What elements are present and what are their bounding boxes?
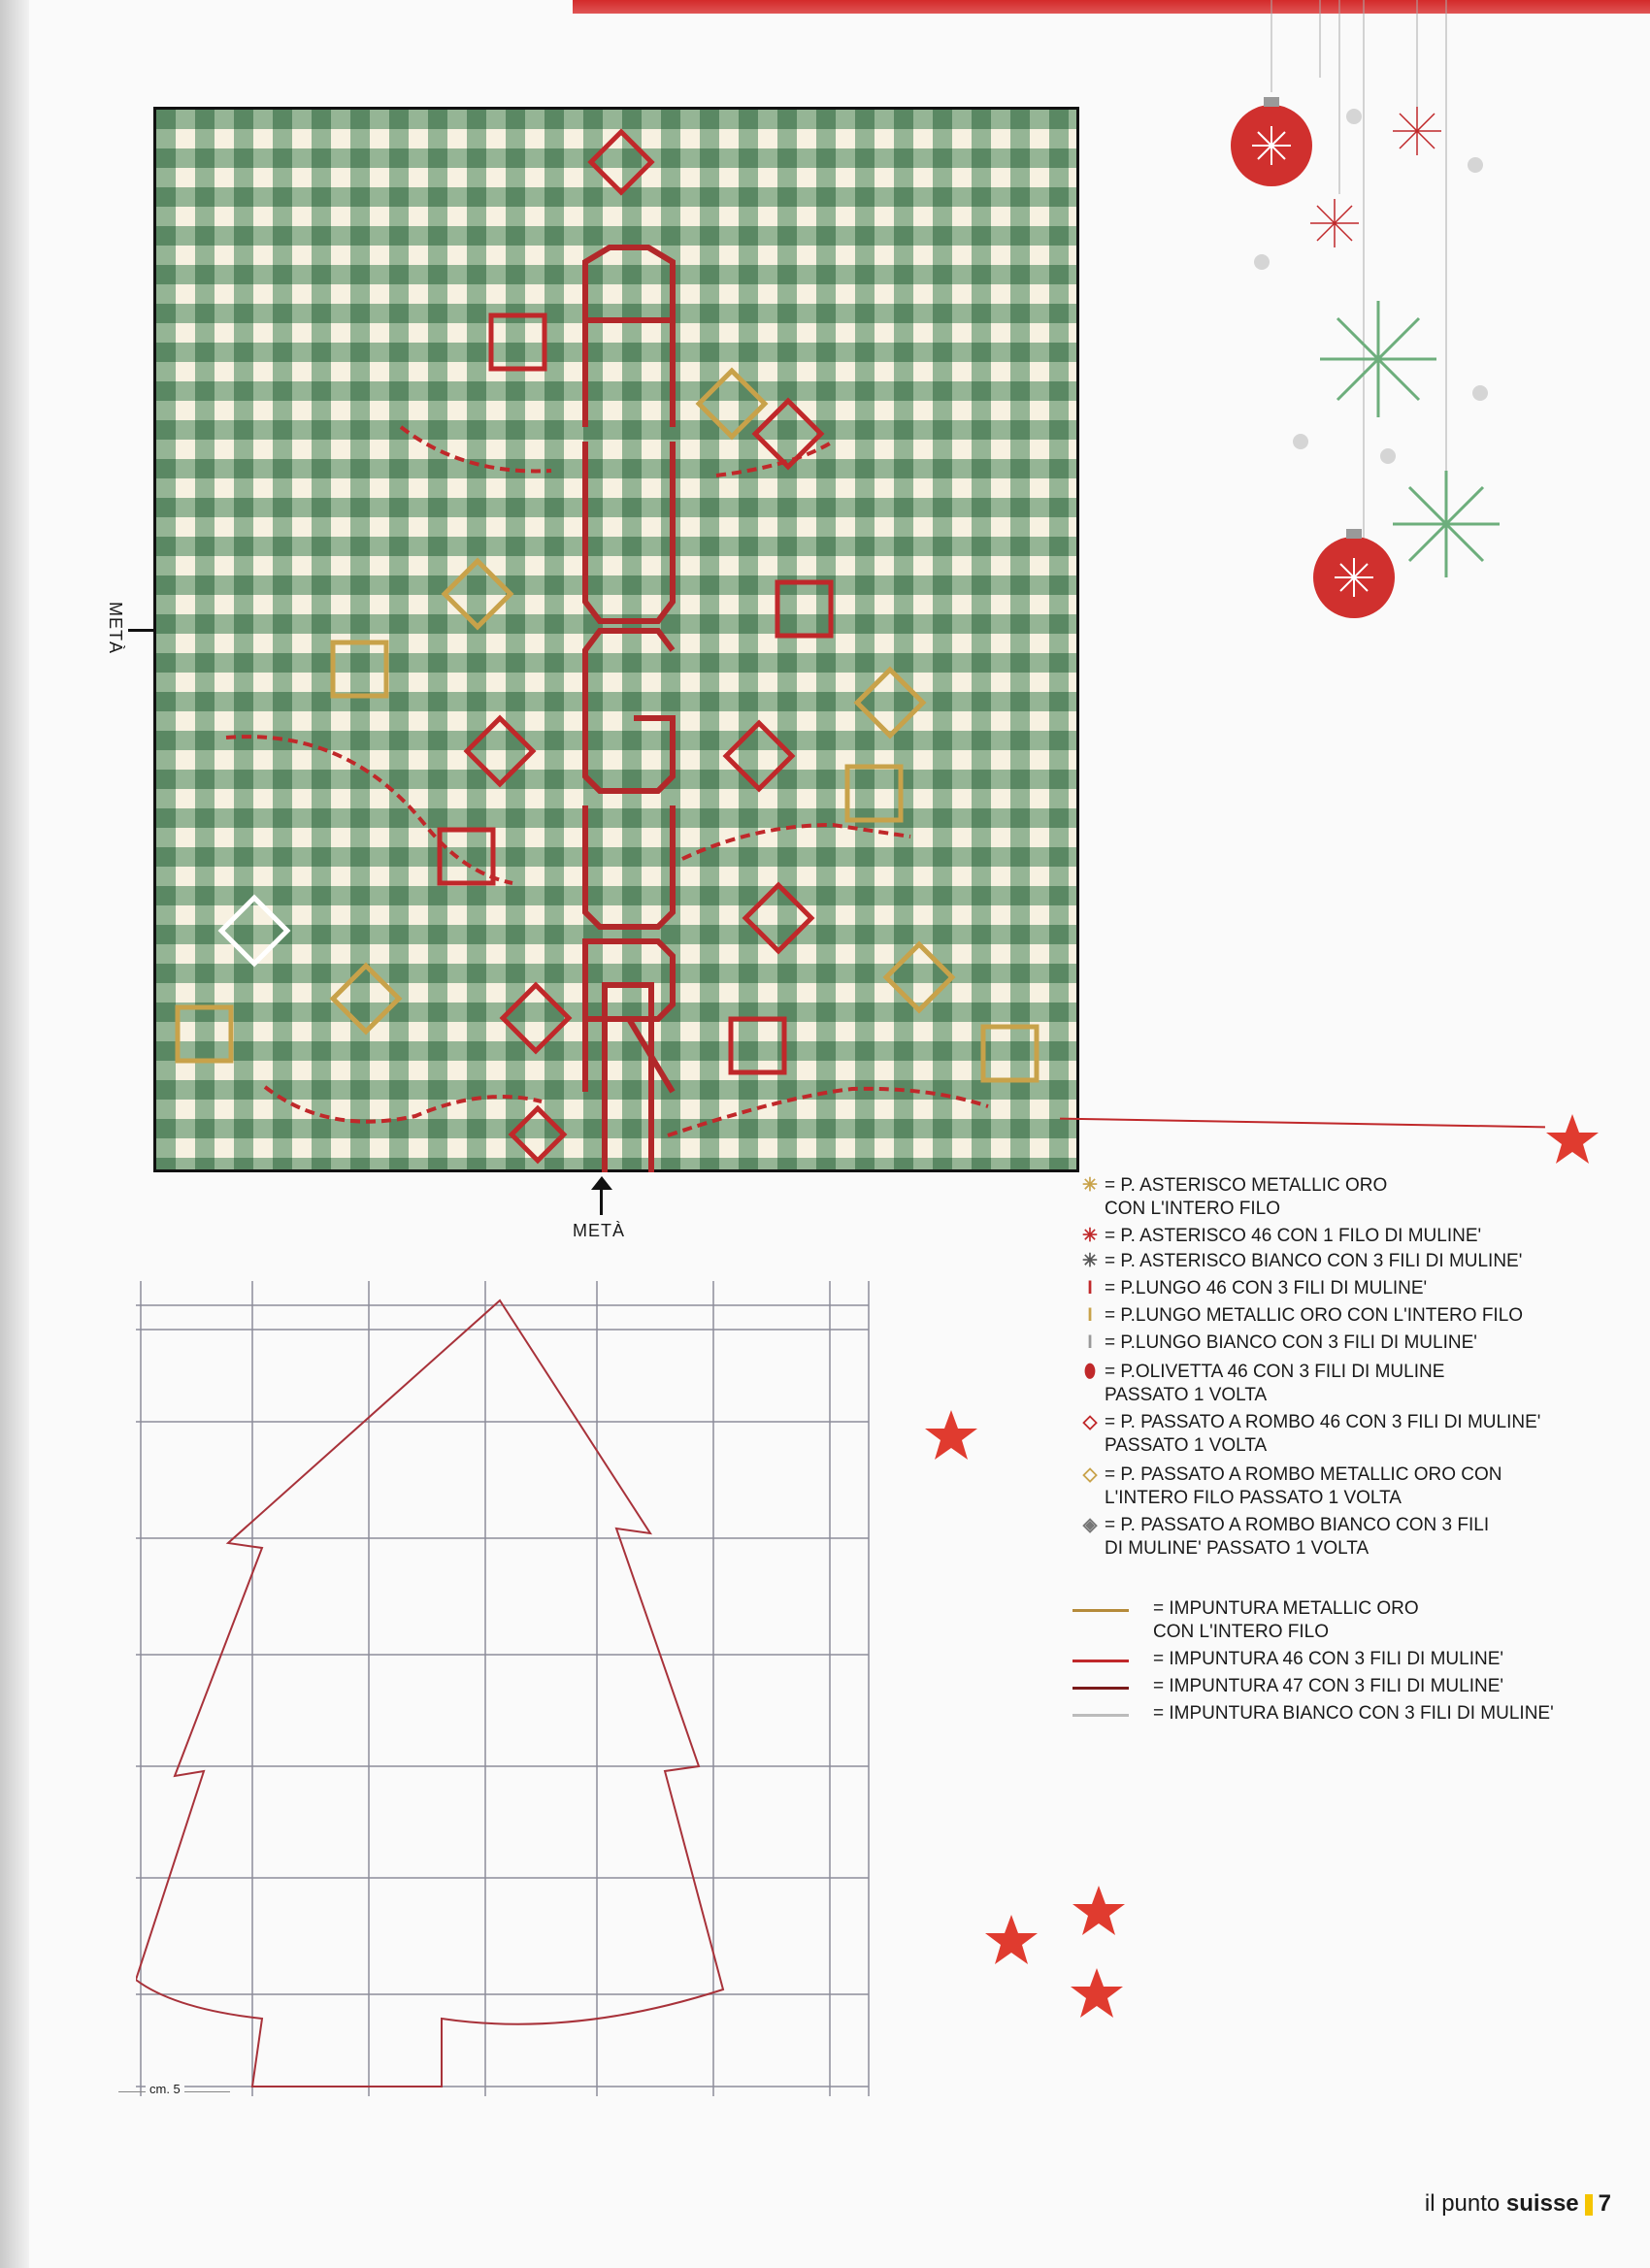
snowflake-icon: [1320, 301, 1436, 417]
legend-item: [1075, 1411, 1540, 1458]
ornaments-decoration: [1194, 0, 1543, 631]
legend-text: = P. PASSATO A ROMBO BIANCO CON 3 FILI DI MULINE' PASSATO 1 VOLTA: [1105, 1515, 1490, 1559]
legend-text: = P.LUNGO METALLIC ORO CON L'INTERO FILO: [1105, 1305, 1524, 1326]
letter-u2: [585, 805, 673, 927]
legend-text: = P. PASSATO A ROMBO METALLIC ORO CON L'INTERO FILO PASSATO 1 VOLTA: [1105, 1464, 1502, 1508]
legend-symbol-icon: ◇: [1082, 1464, 1098, 1485]
letter-u: [585, 442, 673, 621]
legend-item: [1075, 1174, 1387, 1221]
legend-symbol-icon: ◈: [1082, 1515, 1098, 1535]
impuntura-line-icon: [1072, 1714, 1129, 1717]
letter-i: [605, 985, 651, 1172]
legend-text: = P. ASTERISCO BIANCO CON 3 FILI DI MULINE': [1105, 1251, 1523, 1271]
arrowhead-icon: [591, 1176, 612, 1190]
red-rule-line: [1060, 1118, 1545, 1129]
legend-text: = P.LUNGO 46 CON 3 FILI DI MULINE': [1105, 1278, 1428, 1298]
page-footer: [1425, 2190, 1611, 2218]
legend-text: = P. ASTERISCO METALLIC ORO CON L'INTERO FILO: [1105, 1175, 1388, 1219]
meta-label-left: METÀ: [106, 602, 125, 655]
legend-text: = P. ASTERISCO 46 CON 1 FILO DI MULINE': [1105, 1226, 1482, 1246]
legend-symbol-icon: I: [1087, 1305, 1093, 1326]
impuntura-line-icon: [1072, 1609, 1129, 1612]
star-icon: [1543, 1111, 1601, 1169]
chart-motifs: [153, 107, 1079, 1172]
legend-text: = P. PASSATO A ROMBO 46 CON 3 FILI DI MULINE' PASSATO 1 VOLTA: [1105, 1412, 1541, 1456]
meta-label-bottom: METÀ: [573, 1221, 626, 1240]
legend-item: [1075, 1277, 1427, 1300]
footer-prefix: il punto: [1424, 2190, 1506, 2217]
meta-arrow-bottom-icon: [600, 1186, 603, 1215]
legend-symbol-icon: ✳: [1082, 1175, 1098, 1196]
legend-symbol-icon: ✳: [1082, 1251, 1098, 1271]
footer-brand: suisse: [1505, 2190, 1579, 2217]
ball-ornament-icon: [1313, 529, 1395, 618]
letter-r: [585, 941, 673, 1092]
legend-item: [1075, 1361, 1444, 1407]
impuntura-text: = IMPUNTURA METALLIC ORO CON L'INTERO FILO: [1153, 1598, 1419, 1642]
page-number: 7: [1598, 2190, 1611, 2217]
footer-marker: [1585, 2194, 1593, 2216]
ball-ornament-icon: [1231, 97, 1312, 186]
impuntura-line-icon: [1072, 1660, 1129, 1662]
impuntura-text: = IMPUNTURA 46 CON 3 FILI DI MULINE': [1153, 1649, 1504, 1669]
legend-item: [1075, 1331, 1477, 1355]
star-burst-icon: [1310, 199, 1359, 247]
star-burst-icon: [1393, 107, 1441, 155]
legend-symbol-icon: I: [1087, 1278, 1093, 1298]
legend-item: [1075, 1463, 1502, 1510]
page-gutter-shadow: [0, 0, 29, 2268]
legend-item: [1075, 1514, 1489, 1561]
meta-arrow-left-icon: [128, 629, 153, 632]
legend-symbol-icon: I: [1087, 1332, 1093, 1353]
legend-item: [1075, 1304, 1523, 1328]
legend-symbol-icon: ✳: [1082, 1226, 1098, 1246]
tree-outline: [136, 1300, 723, 2087]
snowflake-icon: [1393, 471, 1500, 577]
legend-item: [1075, 1250, 1522, 1273]
star-icon: [922, 1407, 980, 1465]
tree-pattern-grid: [136, 1281, 893, 2096]
legend-symbol-icon: ◇: [1082, 1412, 1098, 1432]
scale-label: cm. 5: [146, 2082, 184, 2096]
legend-symbol-icon: ⬮: [1084, 1362, 1096, 1382]
letter-g: [585, 631, 673, 791]
impuntura-text: = IMPUNTURA 47 CON 3 FILI DI MULINE': [1153, 1676, 1504, 1696]
legend-text: = P.OLIVETTA 46 CON 3 FILI DI MULINE PASSATO 1 VOLTA: [1105, 1362, 1445, 1405]
legend-text: = P.LUNGO BIANCO CON 3 FILI DI MULINE': [1105, 1332, 1477, 1353]
impuntura-line-icon: [1072, 1687, 1129, 1690]
star-icon: [1070, 1883, 1128, 1941]
star-icon: [982, 1912, 1040, 1970]
impuntura-text: = IMPUNTURA BIANCO CON 3 FILI DI MULINE': [1153, 1703, 1554, 1724]
letter-a: [585, 247, 673, 427]
star-icon: [1068, 1965, 1126, 2023]
legend-item: [1075, 1225, 1481, 1248]
